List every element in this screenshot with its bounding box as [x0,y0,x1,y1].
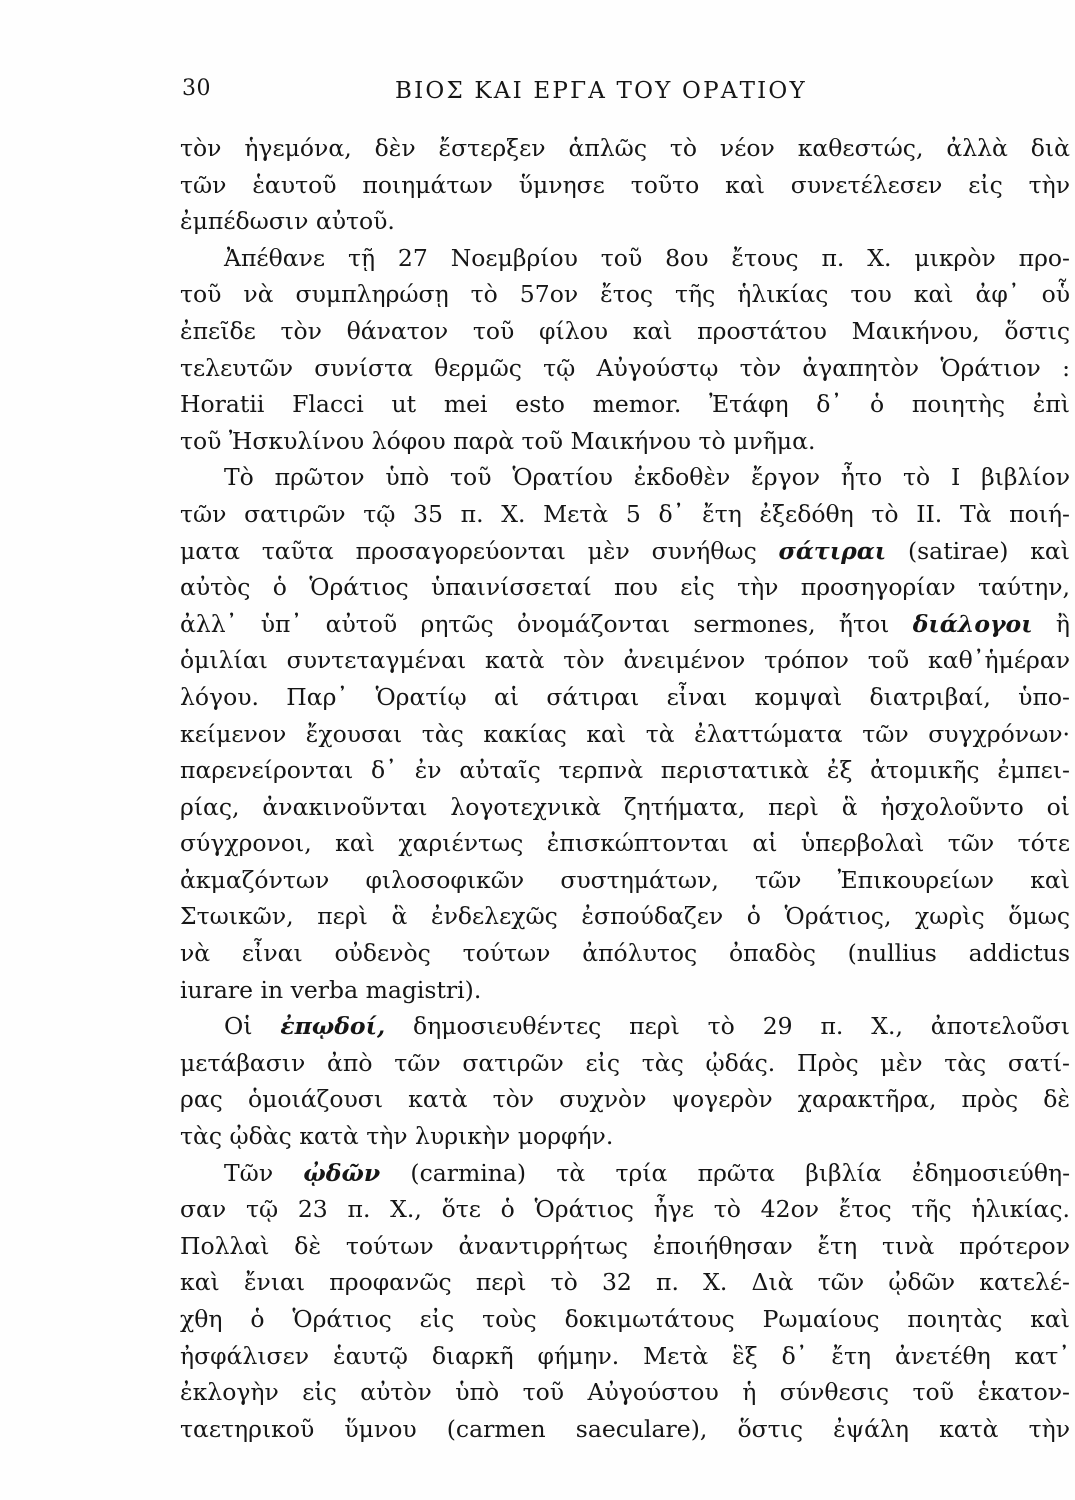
text-run: τῶν ἑαυτοῦ ποιημάτων ὕμνησε τοῦτο καὶ συνετέλεσεν εἰς τὴν [180,170,1070,199]
text-run: ταετηρικοῦ ὕμνου (carmen saeculare), ὅστις ἐψάλη κατὰ τὴν [180,1414,1070,1443]
text-line [180,1264,1075,1301]
text-run: τὰς ᾠδὰς κατὰ τὴν λυρικὴν μορφήν. [180,1122,614,1151]
text-line [180,1045,1075,1082]
text-line [180,972,1075,1009]
text-run: ἀκμαζόντων φιλοσοφικῶν συστημάτων, τῶν Ἐπικουρείων καὶ [180,865,1070,894]
text-run: ρας ὁμοιάζουσι κατὰ τὸν συχνὸν ψογερὸν χαρακτῆρα, πρὸς δὲ [180,1085,1070,1114]
body-text [180,130,1075,1447]
text-line [180,350,1075,387]
emphasized-term: ἐπῳδοί, [280,1012,386,1041]
text-line [180,642,1075,679]
text-line [180,496,1075,533]
text-line [180,1301,1075,1338]
text-run: ἢ [1032,609,1070,638]
text-line [180,789,1075,826]
text-line [180,1008,1075,1045]
text-line [180,716,1075,753]
text-line [180,386,1075,423]
text-line [180,313,1075,350]
text-run: αὐτὸς ὁ Ὁράτιος ὑπαινίσσεταί που εἰς τὴν προσηγορίαν ταύτην, [180,573,1070,602]
text-line [180,1411,1075,1448]
text-run: Τῶν [224,1158,304,1187]
text-line [180,679,1075,716]
text-line [180,130,1075,167]
text-run: σαν τῷ 23 π. Χ., ὅτε ὁ Ὁράτιος ἦγε τὸ 42ον ἔτος τῆς ἡλικίας. [180,1195,1070,1224]
text-run: τοῦ νὰ συμπληρώσῃ τὸ 57ον ἔτος τῆς ἡλικίας του καὶ ἀφ᾽ οὗ [180,280,1070,309]
text-line [180,423,1075,460]
text-run: iurare in verba magistri). [180,975,482,1004]
text-run: ἐμπέδωσιν αὐτοῦ. [180,207,395,236]
text-run: Ἀπέθανε τῇ 27 Νοεμβρίου τοῦ 8ου ἔτους π. Χ. μικρὸν προ- [224,243,1070,272]
text-line [180,533,1075,570]
text-run: ὁμιλίαι συντεταγμέναι κατὰ τὸν ἀνειμένον τρόπον τοῦ καθ᾽ἡμέραν [180,646,1070,675]
text-run: κείμενον ἔχουσαι τὰς κακίας καὶ τὰ ἐλαττώματα τῶν συγχρόνων· [180,719,1070,748]
text-run: ἐπεῖδε τὸν θάνατον τοῦ φίλου καὶ προστάτου Μαικήνου, ὅστις [180,316,1070,345]
text-run: τὸν ἡγεμόνα, δὲν ἔστερξεν ἁπλῶς τὸ νέον καθεστώς, ἀλλὰ διὰ [180,134,1070,162]
text-run: Τὸ πρῶτον ὑπὸ τοῦ Ὁρατίου ἐκδοθὲν ἔργον ἦτο τὸ I βιβλίον [224,463,1070,492]
text-run: τελευτῶν συνίστα θερμῶς τῷ Αὐγούστῳ τὸν ἀγαπητὸν Ὁράτιον : [180,353,1070,382]
text-run: δημοσιευθέντες περὶ τὸ 29 π. Χ., ἀποτελοῦσι [385,1012,1071,1041]
running-title: ΒΙΟΣ ΚΑΙ ΕΡΓΑ ΤΟΥ ΟΡΑΤΙΟΥ [395,78,807,104]
text-line [180,862,1075,899]
text-line [180,898,1075,935]
text-line [180,606,1075,643]
text-line [180,1228,1075,1265]
text-line [180,935,1075,972]
text-run: σύγχρονοι, καὶ χαριέντως ἐπισκώπτονται αἱ ὑπερβολαὶ τῶν τότε [180,829,1070,858]
emphasized-term: ᾠδῶν [303,1158,381,1187]
text-run: νὰ εἶναι οὐδενὸς τούτων ἀπόλυτος ὀπαδὸς (nullius addictus [180,939,1070,968]
text-run: ματα ταῦτα προσαγορεύονται μὲν συνήθως [180,536,779,565]
text-run: τῶν σατιρῶν τῷ 35 π. Χ. Μετὰ 5 δ᾽ ἔτη ἐξεδόθη τὸ II. Τὰ ποιή- [180,499,1070,528]
text-run: μετάβασιν ἀπὸ τῶν σατιρῶν εἰς τὰς ᾠδάς. Πρὸς μὲν τὰς σατί- [180,1048,1070,1077]
text-run: Στωικῶν, περὶ ἃ ἐνδελεχῶς ἐσπούδαζεν ὁ Ὁράτιος, χωρὶς ὅμως [180,902,1070,931]
text-run: ρίας, ἀνακινοῦνται λογοτεχνικὰ ζητήματα, περὶ ἃ ἠσχολοῦντο οἱ [180,792,1070,821]
text-run: τοῦ Ἠσκυλίνου λόφου παρὰ τοῦ Μαικήνου τὸ μνῆμα. [180,426,816,455]
text-line [180,203,1075,240]
emphasized-term: διάλογοι [912,609,1033,638]
text-run: ἐκλογὴν εἰς αὐτὸν ὑπὸ τοῦ Αὐγούστου ἡ σύνθεσις τοῦ ἑκατον- [180,1378,1070,1407]
text-line [180,1374,1075,1411]
text-line [180,1338,1075,1375]
text-run: Πολλαὶ δὲ τούτων ἀναντιρρήτως ἐποιήθησαν ἔτη τινὰ πρότερον [180,1231,1070,1260]
text-run: καὶ ἔνιαι προφανῶς περὶ τὸ 32 π. Χ. Διὰ τῶν ᾠδῶν κατελέ- [180,1268,1070,1297]
text-line [180,752,1075,789]
text-line [180,1081,1075,1118]
text-run: (carmina) τὰ τρία πρῶτα βιβλία ἐδημοσιεύθη- [380,1158,1071,1187]
text-line [180,1191,1075,1228]
text-line [180,167,1075,204]
text-run: ἠσφάλισεν ἑαυτῷ διαρκῆ φήμην. Μετὰ ἓξ δ᾽ ἔτη ἀνετέθη κατ᾽ [180,1341,1070,1370]
text-run: παρενείρονται δ᾽ ἐν αὐταῖς τερπνὰ περιστατικὰ ἐξ ἀτομικῆς ἐμπει- [180,756,1070,785]
text-run: λόγου. Παρ᾽ Ὁρατίῳ αἱ σάτιραι εἶναι κομψαὶ διατριβαί, ὑπο- [180,682,1070,711]
text-run: Οἱ [224,1012,281,1041]
text-run: Horatii Flacci ut mei esto memor. Ἐτάφη δ᾽ ὁ ποιητὴς ἐπὶ [180,390,1070,419]
text-line [180,459,1075,496]
text-run: (satirae) καὶ [886,536,1071,565]
text-run: χθη ὁ Ὁράτιος εἰς τοὺς δοκιμωτάτους Ρωμαίους ποιητὰς καὶ [180,1305,1070,1333]
text-line [180,569,1075,606]
text-line [180,825,1075,862]
text-run: ἀλλ᾽ ὑπ᾽ αὐτοῦ ρητῶς ὀνομάζονται sermones, ἤτοι [180,609,913,638]
text-line [180,1155,1075,1192]
text-line [180,1118,1075,1155]
text-line [180,240,1075,277]
emphasized-term: σάτιραι [778,536,887,565]
text-line [180,276,1075,313]
page-number: 30 [182,76,211,101]
